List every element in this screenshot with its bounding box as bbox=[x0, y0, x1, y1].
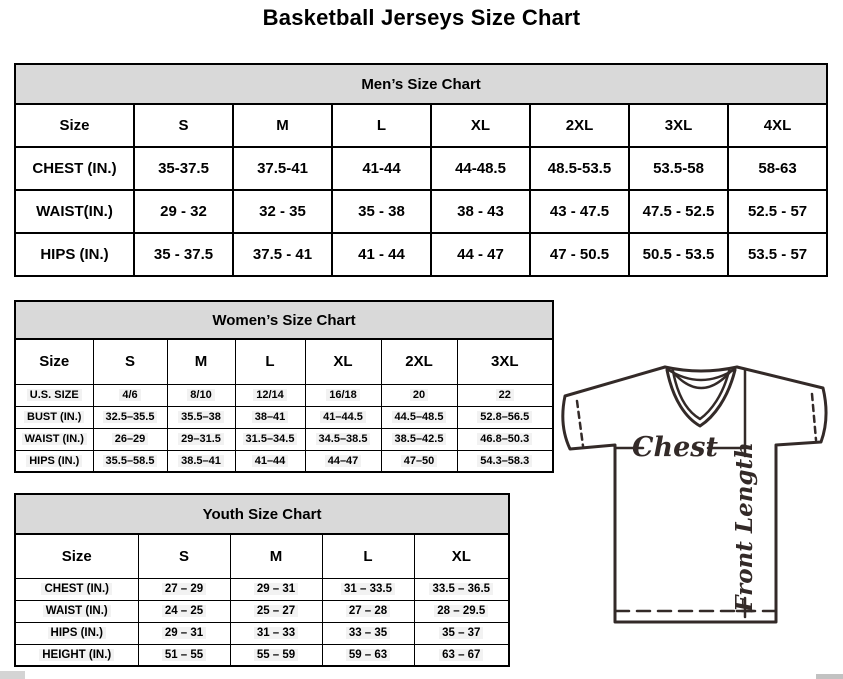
column-header-m: M bbox=[233, 104, 332, 147]
cell-text: 41–44 bbox=[252, 455, 289, 467]
table-title-row bbox=[15, 494, 509, 534]
youth-chart-title: Youth Size Chart bbox=[15, 494, 509, 534]
jersey-outline bbox=[563, 367, 826, 622]
vneck-inner bbox=[673, 371, 729, 419]
table-header-row bbox=[15, 104, 827, 147]
cell bbox=[235, 450, 305, 472]
cell-text: 38–41 bbox=[252, 411, 289, 423]
jersey-measurement-diagram bbox=[556, 360, 840, 628]
table-row-hips bbox=[15, 233, 827, 276]
cell bbox=[235, 384, 305, 406]
column-header-s: S bbox=[93, 339, 167, 384]
cell: 32 - 35 bbox=[233, 190, 332, 233]
cell-text: 16/18 bbox=[326, 389, 360, 401]
cell bbox=[167, 384, 235, 406]
column-header-3xl: 3XL bbox=[629, 104, 728, 147]
row-label-text: HIPS (IN.) bbox=[48, 627, 106, 639]
table-row-hips bbox=[15, 450, 553, 472]
youth-size-chart-table bbox=[14, 493, 510, 667]
row-label bbox=[15, 600, 138, 622]
cell-text: 38.5–42.5 bbox=[392, 433, 447, 445]
cell bbox=[322, 622, 414, 644]
column-header-s: S bbox=[138, 534, 230, 578]
cell: 29 - 32 bbox=[134, 190, 233, 233]
cell bbox=[93, 450, 167, 472]
scrollbar-fragment-right[interactable] bbox=[816, 674, 843, 679]
table-row-height bbox=[15, 644, 509, 666]
cell: 52.5 - 57 bbox=[728, 190, 827, 233]
column-header-l: L bbox=[235, 339, 305, 384]
row-label bbox=[15, 578, 138, 600]
cell bbox=[414, 578, 509, 600]
cell bbox=[322, 600, 414, 622]
cell: 47.5 - 52.5 bbox=[629, 190, 728, 233]
cell bbox=[305, 384, 381, 406]
column-header-xl: XL bbox=[305, 339, 381, 384]
cell-text: 33.5 – 36.5 bbox=[429, 583, 493, 595]
cell: 35 - 38 bbox=[332, 190, 431, 233]
cell-text: 63 – 67 bbox=[439, 649, 483, 661]
cell-text: 35.5–38 bbox=[178, 411, 224, 423]
row-label bbox=[15, 622, 138, 644]
table-row-chest bbox=[15, 147, 827, 190]
cell-text: 52.8–56.5 bbox=[477, 411, 532, 423]
table-title-row bbox=[15, 64, 827, 104]
table-row-hips bbox=[15, 622, 509, 644]
cell bbox=[381, 384, 457, 406]
cell-text: 32.5–35.5 bbox=[103, 411, 158, 423]
cell-text: 41–44.5 bbox=[320, 411, 366, 423]
cell-text: 24 – 25 bbox=[162, 605, 206, 617]
mens-size-chart-table bbox=[14, 63, 828, 277]
column-header-size: Size bbox=[15, 534, 138, 578]
cell-text: 44.5–48.5 bbox=[392, 411, 447, 423]
cell bbox=[381, 428, 457, 450]
cell-text: 28 – 29.5 bbox=[434, 605, 488, 617]
row-label: HIPS (IN.) bbox=[15, 233, 134, 276]
row-label-text: CHEST (IN.) bbox=[41, 583, 112, 595]
cell: 35 - 37.5 bbox=[134, 233, 233, 276]
cell-text: 59 – 63 bbox=[346, 649, 390, 661]
cell-text: 27 – 29 bbox=[162, 583, 206, 595]
cell bbox=[457, 384, 553, 406]
cell: 53.5-58 bbox=[629, 147, 728, 190]
cell bbox=[235, 428, 305, 450]
table-header-row bbox=[15, 534, 509, 578]
row-label bbox=[15, 644, 138, 666]
cell bbox=[305, 450, 381, 472]
row-label bbox=[15, 450, 93, 472]
cell bbox=[457, 428, 553, 450]
cell-text: 44–47 bbox=[325, 455, 362, 467]
scrollbar-fragment-left[interactable] bbox=[0, 671, 25, 679]
cell bbox=[381, 450, 457, 472]
cell bbox=[322, 644, 414, 666]
row-label bbox=[15, 428, 93, 450]
column-header-m: M bbox=[230, 534, 322, 578]
cell-text: 12/14 bbox=[253, 389, 287, 401]
row-label bbox=[15, 406, 93, 428]
cell: 44 - 47 bbox=[431, 233, 530, 276]
cell bbox=[93, 428, 167, 450]
cell-text: 33 – 35 bbox=[346, 627, 390, 639]
row-label-text: U.S. SIZE bbox=[27, 389, 82, 401]
cell-text: 55 – 59 bbox=[254, 649, 298, 661]
womens-size-chart-table bbox=[14, 300, 554, 473]
cell-text: 47–50 bbox=[401, 455, 438, 467]
cell bbox=[381, 406, 457, 428]
row-label-text: BUST (IN.) bbox=[24, 411, 84, 423]
table-title-row bbox=[15, 301, 553, 339]
column-header-l: L bbox=[322, 534, 414, 578]
cell bbox=[235, 406, 305, 428]
cell bbox=[305, 428, 381, 450]
chest-label: Chest bbox=[632, 432, 718, 463]
row-label: CHEST (IN.) bbox=[15, 147, 134, 190]
cell bbox=[230, 600, 322, 622]
cell-text: 29 – 31 bbox=[162, 627, 206, 639]
cell bbox=[414, 622, 509, 644]
row-label-text: HEIGHT (IN.) bbox=[39, 649, 114, 661]
cell: 41-44 bbox=[332, 147, 431, 190]
cell: 41 - 44 bbox=[332, 233, 431, 276]
column-header-xl: XL bbox=[414, 534, 509, 578]
cell-text: 29 – 31 bbox=[254, 583, 298, 595]
cell: 37.5 - 41 bbox=[233, 233, 332, 276]
cell-text: 25 – 27 bbox=[254, 605, 298, 617]
cell-text: 34.5–38.5 bbox=[316, 433, 371, 445]
cell bbox=[138, 600, 230, 622]
table-row-waist bbox=[15, 600, 509, 622]
cell bbox=[230, 622, 322, 644]
cell bbox=[457, 406, 553, 428]
cell bbox=[457, 450, 553, 472]
cell-text: 27 – 28 bbox=[346, 605, 390, 617]
row-label-text: WAIST (IN.) bbox=[43, 605, 111, 617]
cell bbox=[93, 384, 167, 406]
cell bbox=[414, 600, 509, 622]
cell: 47 - 50.5 bbox=[530, 233, 629, 276]
column-header-s: S bbox=[134, 104, 233, 147]
table-row-waist bbox=[15, 428, 553, 450]
front-length-label: Front Length bbox=[731, 442, 758, 612]
cell: 58-63 bbox=[728, 147, 827, 190]
row-label: WAIST(IN.) bbox=[15, 190, 134, 233]
cell-text: 20 bbox=[410, 389, 428, 401]
cell-text: 29–31.5 bbox=[178, 433, 224, 445]
table-row-chest bbox=[15, 578, 509, 600]
cell: 38 - 43 bbox=[431, 190, 530, 233]
cell bbox=[414, 644, 509, 666]
cell bbox=[138, 578, 230, 600]
cell bbox=[230, 644, 322, 666]
cell-text: 51 – 55 bbox=[162, 649, 206, 661]
womens-chart-title: Women’s Size Chart bbox=[15, 301, 553, 339]
cell-text: 46.8–50.3 bbox=[477, 433, 532, 445]
collar-top-edge bbox=[665, 367, 737, 371]
column-header-size: Size bbox=[15, 339, 93, 384]
cell-text: 31 – 33 bbox=[254, 627, 298, 639]
cell-text: 38.5–41 bbox=[178, 455, 224, 467]
cell bbox=[138, 622, 230, 644]
cell: 43 - 47.5 bbox=[530, 190, 629, 233]
table-header-row bbox=[15, 339, 553, 384]
cell-text: 8/10 bbox=[187, 389, 214, 401]
cell bbox=[322, 578, 414, 600]
cell: 53.5 - 57 bbox=[728, 233, 827, 276]
cell bbox=[305, 406, 381, 428]
table-row-bust bbox=[15, 406, 553, 428]
cell bbox=[93, 406, 167, 428]
column-header-4xl: 4XL bbox=[728, 104, 827, 147]
right-sleeve-cuff-dashed-line bbox=[812, 394, 816, 440]
cell: 35-37.5 bbox=[134, 147, 233, 190]
column-header-l: L bbox=[332, 104, 431, 147]
row-label bbox=[15, 384, 93, 406]
cell-text: 35.5–58.5 bbox=[103, 455, 158, 467]
cell-text: 35 – 37 bbox=[439, 627, 483, 639]
cell-text: 31.5–34.5 bbox=[243, 433, 298, 445]
table-row-us-size bbox=[15, 384, 553, 406]
cell-text: 4/6 bbox=[119, 389, 140, 401]
table-row-waist bbox=[15, 190, 827, 233]
mens-chart-title: Men’s Size Chart bbox=[15, 64, 827, 104]
row-label-text: HIPS (IN.) bbox=[26, 455, 82, 467]
cell bbox=[138, 644, 230, 666]
cell: 50.5 - 53.5 bbox=[629, 233, 728, 276]
column-header-3xl: 3XL bbox=[457, 339, 553, 384]
cell bbox=[167, 428, 235, 450]
cell-text: 31 – 33.5 bbox=[341, 583, 395, 595]
column-header-m: M bbox=[167, 339, 235, 384]
cell: 44-48.5 bbox=[431, 147, 530, 190]
column-header-xl: XL bbox=[431, 104, 530, 147]
cell-text: 22 bbox=[496, 389, 514, 401]
cell-text: 54.3–58.3 bbox=[477, 455, 532, 467]
left-sleeve-cuff-dashed-line bbox=[577, 401, 583, 446]
cell: 37.5-41 bbox=[233, 147, 332, 190]
cell bbox=[167, 406, 235, 428]
column-header-2xl: 2XL bbox=[381, 339, 457, 384]
cell-text: 26–29 bbox=[112, 433, 149, 445]
column-header-2xl: 2XL bbox=[530, 104, 629, 147]
row-label-text: WAIST (IN.) bbox=[22, 433, 87, 445]
cell bbox=[167, 450, 235, 472]
cell bbox=[230, 578, 322, 600]
column-header-size: Size bbox=[15, 104, 134, 147]
cell: 48.5-53.5 bbox=[530, 147, 629, 190]
page-title: Basketball Jerseys Size Chart bbox=[262, 5, 581, 30]
